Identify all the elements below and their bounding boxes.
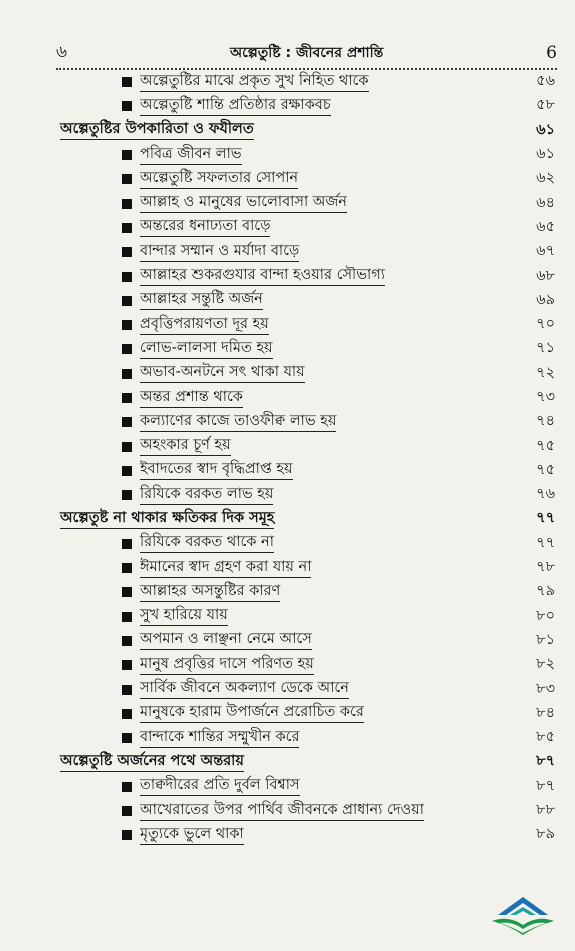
- toc-entry-text: আল্লাহ ও মানুষের ভালোবাসা অর্জন: [140, 194, 347, 213]
- toc-entry-label: [60, 97, 331, 116]
- toc-entry-text: আল্লাহর সন্তুষ্টি অর্জন: [140, 291, 263, 310]
- toc-entry-text: রিযিকে বরকত লাভ হয়: [140, 486, 273, 505]
- toc-page-number: ৮১: [536, 631, 555, 648]
- toc-entry-label: [60, 316, 269, 335]
- toc-page-number: ৬১: [536, 146, 555, 163]
- toc-entry-text: অল্পেতুষ্টির মাঝে প্রকৃত সুখ নিহিত থাকে: [140, 73, 369, 92]
- square-bullet-icon: [122, 685, 132, 695]
- square-bullet-icon: [122, 417, 132, 427]
- toc-entry: [60, 337, 555, 361]
- toc-entry: [60, 240, 555, 264]
- toc-page-number: ৬৫: [536, 218, 555, 235]
- toc-entry: [60, 459, 555, 483]
- toc-entry-label: [60, 218, 270, 237]
- toc-entry-label: [60, 291, 263, 310]
- toc-entry-text: ইবাদতের স্বাদ বৃদ্ধিপ্রাপ্ত হয়: [140, 461, 293, 480]
- toc-entry-label: [60, 753, 244, 772]
- toc-entry: [60, 726, 555, 750]
- toc-page-number: ৬১: [536, 121, 555, 138]
- toc-entry: [60, 483, 555, 507]
- toc-entry-label: [60, 267, 385, 286]
- toc-entry-label: [60, 583, 280, 602]
- toc-page-number: ৮২: [536, 656, 555, 673]
- square-bullet-icon: [122, 199, 132, 209]
- toc-entry-text: অল্পেতুষ্টি সফলতার সোপান: [140, 170, 298, 189]
- toc-entry: [60, 386, 555, 410]
- toc-entry-label: [60, 437, 231, 456]
- running-title: অল্পেতুষ্টি : জীবনের প্রশান্তি: [229, 45, 384, 61]
- square-bullet-icon: [122, 223, 132, 233]
- toc-page-number: ৭৮: [536, 559, 555, 576]
- square-bullet-icon: [122, 806, 132, 816]
- toc-entry-text: অল্পেতুষ্ট না থাকার ক্ষতিকর দিক সমূহ: [60, 510, 274, 529]
- square-bullet-icon: [122, 539, 132, 549]
- toc-page-number: ৭৪: [536, 413, 555, 430]
- square-bullet-icon: [122, 174, 132, 184]
- toc-page-number: ৭৭: [536, 534, 555, 551]
- toc-entry: [60, 191, 555, 215]
- toc-entry-text: অন্তর প্রশান্ত থাকে: [140, 389, 243, 408]
- toc-entry: [60, 677, 555, 701]
- square-bullet-icon: [122, 830, 132, 840]
- toc-entry-text: অল্পেতুষ্টির উপকারিতা ও ফযীলত: [60, 121, 254, 140]
- toc-entry-label: [60, 364, 305, 383]
- toc-entry: [60, 143, 555, 167]
- page-number-left: ৬: [56, 42, 68, 62]
- toc-page-number: ৭৩: [536, 389, 555, 405]
- toc-entry-text: ঈমানের স্বাদ গ্রহণ করা যায় না: [140, 559, 311, 578]
- square-bullet-icon: [122, 442, 132, 452]
- toc-entry-label: [60, 121, 254, 140]
- toc-page-number: ৬২: [536, 170, 555, 187]
- toc-page-number: ৭৫: [536, 461, 555, 478]
- toc-entry-label: [60, 680, 349, 699]
- toc-entry: [60, 629, 555, 653]
- toc-entry: [60, 362, 555, 386]
- square-bullet-icon: [122, 660, 132, 670]
- toc-entry-text: আখেরাতের উপর পার্থিব জীবনকে প্রাধান্য দেওয়া: [140, 802, 424, 821]
- toc-entry-text: সার্বিক জীবনে অকল্যাণ ডেকে আনে: [140, 680, 349, 699]
- toc-entry-text: অল্পেতুষ্টি শান্তি প্রতিষ্ঠার রক্ষাকবচ: [140, 97, 331, 116]
- toc-entry-text: প্রবৃত্তিপরায়ণতা দূর হয়: [140, 316, 269, 335]
- toc-entry-label: [60, 510, 274, 529]
- toc-entry-label: [60, 413, 336, 432]
- square-bullet-icon: [122, 272, 132, 282]
- square-bullet-icon: [122, 393, 132, 403]
- toc-entry: [60, 264, 555, 288]
- toc-page-number: ৭৯: [536, 583, 555, 600]
- toc-entry-label: [60, 389, 243, 408]
- toc-page-number: ৬৯: [536, 291, 555, 308]
- toc-entry-label: [60, 340, 273, 359]
- toc-entry-label: [60, 170, 298, 189]
- toc-page-number: ৭০: [536, 316, 555, 333]
- square-bullet-icon: [122, 636, 132, 646]
- toc-entry-label: [60, 607, 228, 626]
- toc-page-number: ৮৩: [536, 680, 555, 697]
- toc-entry-text: মানুষ প্রবৃত্তির দাসে পরিণত হয়: [140, 656, 314, 675]
- square-bullet-icon: [122, 563, 132, 573]
- toc-entry: [60, 799, 555, 823]
- square-bullet-icon: [122, 77, 132, 87]
- toc-entry-label: [60, 729, 299, 748]
- toc-entry: [60, 289, 555, 313]
- toc-entry: [60, 580, 555, 604]
- toc-entry: [60, 605, 555, 629]
- toc-entry-text: সুখ হারিয়ে যায়: [140, 607, 228, 626]
- toc-entry: [60, 532, 555, 556]
- toc-entry: [60, 702, 555, 726]
- toc-page-number: ৬৪: [536, 194, 555, 211]
- toc-page-number: ৮৭: [536, 777, 555, 794]
- square-bullet-icon: [122, 782, 132, 792]
- toc-entry: [60, 313, 555, 337]
- toc-entry-text: অল্পেতুষ্টি অর্জনের পথে অন্তরায়: [60, 753, 244, 772]
- toc-entry-text: অহংকার চূর্ণ হয়: [140, 437, 231, 456]
- table-of-contents: [60, 70, 555, 848]
- toc-entry: [60, 653, 555, 677]
- toc-section-heading: [60, 119, 555, 143]
- toc-page-number: ৬৮: [536, 267, 555, 284]
- toc-entry: [60, 556, 555, 580]
- square-bullet-icon: [122, 344, 132, 354]
- toc-entry-text: অন্তরের ধনাঢ্যতা বাড়ে: [140, 218, 270, 237]
- square-bullet-icon: [122, 612, 132, 622]
- toc-entry-label: [60, 243, 299, 262]
- square-bullet-icon: [122, 490, 132, 500]
- publisher-logo: [488, 885, 558, 940]
- toc-page-number: ৫৬: [536, 73, 555, 90]
- page-number-right: 6: [546, 43, 557, 63]
- toc-entry-label: [60, 534, 274, 553]
- toc-entry-label: [60, 802, 424, 821]
- square-bullet-icon: [122, 709, 132, 719]
- square-bullet-icon: [122, 320, 132, 330]
- toc-section-heading: [60, 750, 555, 774]
- toc-section-heading: [60, 507, 555, 531]
- toc-page-number: ৭৭: [536, 510, 555, 527]
- toc-entry-text: আল্লাহর শুকরগুযার বান্দা হওয়ার সৌভাগ্য: [140, 267, 385, 286]
- toc-page-number: ৮৭: [536, 753, 555, 770]
- square-bullet-icon: [122, 101, 132, 111]
- toc-entry-text: অপমান ও লাঞ্ছনা নেমে আসে: [140, 631, 312, 650]
- toc-entry: [60, 410, 555, 434]
- toc-entry-label: [60, 73, 369, 92]
- toc-entry: [60, 775, 555, 799]
- toc-entry-text: অভাব-অনটনে সৎ থাকা যায়: [140, 364, 305, 383]
- toc-page-number: ৭২: [536, 364, 555, 381]
- toc-entry-text: মানুষকে হারাম উপার্জনে প্ররোচিত করে: [140, 704, 364, 723]
- toc-entry: [60, 216, 555, 240]
- toc-entry: [60, 94, 555, 118]
- toc-entry: [60, 70, 555, 94]
- toc-entry-text: রিযিকে বরকত থাকে না: [140, 534, 274, 553]
- toc-page-number: ৮০: [536, 607, 555, 624]
- toc-entry-text: পবিত্র জীবন লাভ: [140, 146, 242, 165]
- toc-entry-text: বান্দাকে শান্তির সম্মুখীন করে: [140, 729, 299, 748]
- square-bullet-icon: [122, 296, 132, 306]
- toc-entry-label: [60, 146, 242, 165]
- toc-page-number: ৮৮: [536, 802, 555, 819]
- toc-entry-label: [60, 777, 300, 796]
- square-bullet-icon: [122, 247, 132, 257]
- toc-entry-text: কল্যাণের কাজে তাওফীক্ব লাভ হয়: [140, 413, 336, 432]
- toc-entry-text: আল্লাহর অসন্তুষ্টির কারণ: [140, 583, 280, 602]
- toc-entry-label: [60, 461, 293, 480]
- toc-entry-label: [60, 194, 347, 213]
- toc-entry-label: [60, 631, 312, 650]
- square-bullet-icon: [122, 369, 132, 379]
- toc-entry-text: বান্দার সম্মান ও মর্যাদা বাড়ে: [140, 243, 299, 262]
- toc-entry-label: [60, 559, 311, 578]
- toc-page-number: ৭১: [536, 340, 555, 357]
- toc-page-number: ৭৫: [536, 437, 555, 454]
- toc-entry: [60, 434, 555, 458]
- toc-page-number: ৭৬: [536, 486, 555, 503]
- square-bullet-icon: [122, 150, 132, 160]
- toc-entry: [60, 823, 555, 847]
- toc-entry-text: লোভ-লালসা দমিত হয়: [140, 340, 273, 359]
- toc-page-number: ৮৪: [536, 704, 555, 721]
- toc-page-number: ৮৫: [536, 729, 555, 746]
- toc-page-number: ৬৭: [536, 243, 555, 260]
- square-bullet-icon: [122, 587, 132, 597]
- toc-entry-text: তাক্বদীরের প্রতি দুর্বল বিশ্বাস: [140, 777, 300, 796]
- toc-entry-label: [60, 486, 273, 505]
- toc-entry: [60, 167, 555, 191]
- toc-page-number: ৮৯: [536, 826, 555, 843]
- square-bullet-icon: [122, 466, 132, 476]
- toc-entry-text: মৃত্যুকে ভুলে থাকা: [140, 826, 244, 845]
- toc-entry-label: [60, 656, 314, 675]
- toc-entry-label: [60, 704, 364, 723]
- page-header: [56, 38, 557, 70]
- toc-entry-label: [60, 826, 244, 845]
- square-bullet-icon: [122, 733, 132, 743]
- toc-page-number: ৫৮: [536, 97, 555, 114]
